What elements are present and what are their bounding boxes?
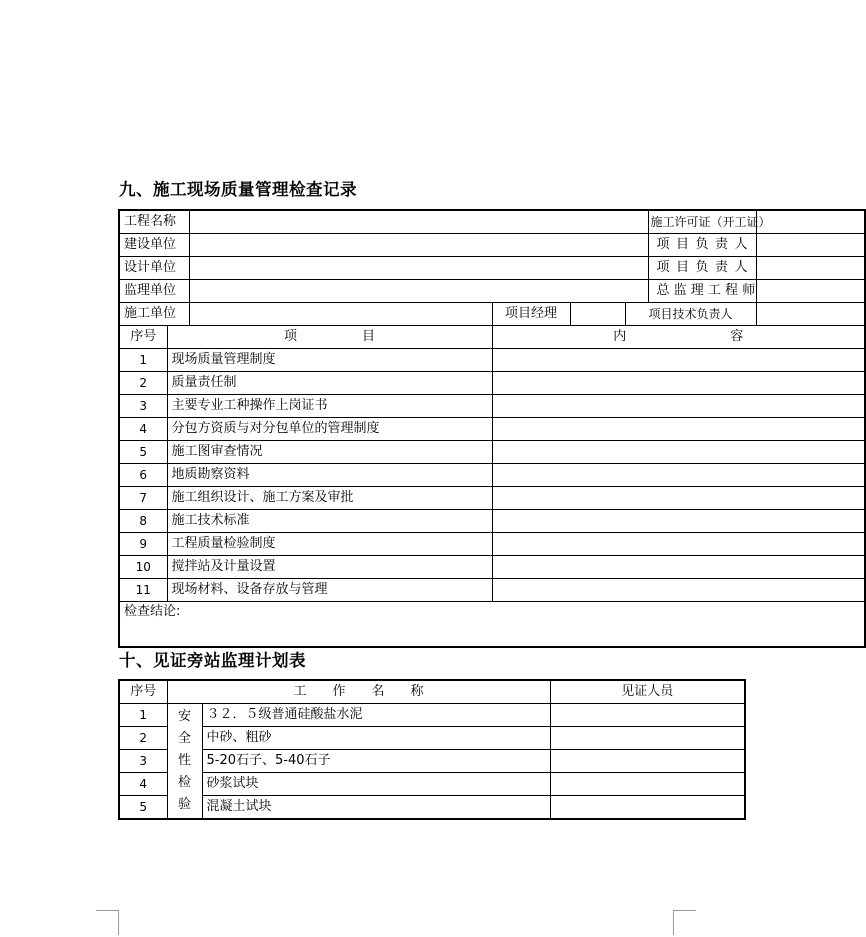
item-name: 施工图审查情况	[167, 441, 492, 464]
item-content[interactable]	[492, 579, 865, 602]
row-contractor	[119, 303, 865, 326]
inspection-conclusion[interactable]: 检查结论:	[119, 602, 865, 648]
label-designer: 设计单位	[119, 257, 189, 280]
value-supervisor[interactable]	[189, 280, 648, 303]
table-row	[119, 372, 865, 395]
table-row	[119, 796, 745, 820]
value-project-manager[interactable]	[570, 303, 625, 326]
item-no: 8	[119, 510, 167, 533]
section9-title: 九、施工现场质量管理检查记录	[119, 180, 357, 199]
item-no: 9	[119, 533, 167, 556]
table-row	[119, 441, 865, 464]
label-project-manager: 项目经理	[492, 303, 570, 326]
item-no: 5	[119, 441, 167, 464]
work-name: 5-20石子、5-40石子	[202, 750, 550, 773]
table-row	[119, 727, 745, 750]
category-char: 性	[177, 753, 191, 768]
item-no: 4	[119, 773, 167, 796]
row-designer	[119, 257, 865, 280]
item-no: 2	[119, 727, 167, 750]
item-name: 工程质量检验制度	[167, 533, 492, 556]
item-no: 3	[119, 395, 167, 418]
table-row	[119, 395, 865, 418]
category-char: 验	[177, 797, 191, 812]
table-row	[119, 533, 865, 556]
item-content[interactable]	[492, 372, 865, 395]
value-permit[interactable]	[756, 210, 865, 234]
value-tech-lead[interactable]	[756, 303, 865, 326]
row-owner	[119, 234, 865, 257]
work-name: 混凝土试块	[202, 796, 550, 820]
header-content: 内 容	[492, 326, 865, 349]
item-no: 4	[119, 418, 167, 441]
item-name: 地质勘察资料	[167, 464, 492, 487]
header-item: 项 目	[167, 326, 492, 349]
page-corner-mark-left	[96, 910, 119, 935]
label-chief-supervisor: 总 监 理 工 程 师	[648, 280, 756, 303]
quality-management-table	[118, 209, 866, 648]
table-row	[119, 418, 865, 441]
item-content[interactable]	[492, 487, 865, 510]
item-no: 11	[119, 579, 167, 602]
label-designer-lead: 项 目 负 责 人	[648, 257, 756, 280]
value-designer[interactable]	[189, 257, 648, 280]
item-name: 主要专业工种操作上岗证书	[167, 395, 492, 418]
item-content[interactable]	[492, 395, 865, 418]
witness-header-row	[119, 680, 745, 704]
value-designer-lead[interactable]	[756, 257, 865, 280]
table-row	[119, 464, 865, 487]
item-no: 1	[119, 704, 167, 727]
category-safety-inspection	[167, 704, 202, 820]
label-permit: 施工许可证（开工证）	[648, 210, 756, 234]
item-content[interactable]	[492, 533, 865, 556]
table-row	[119, 579, 865, 602]
section10-title: 十、见证旁站监理计划表	[119, 651, 306, 670]
label-supervisor: 监理单位	[119, 280, 189, 303]
category-char: 检	[177, 775, 191, 790]
item-content[interactable]	[492, 510, 865, 533]
label-project-name: 工程名称	[119, 210, 189, 234]
witness-value[interactable]	[550, 727, 745, 750]
value-project-name[interactable]	[189, 210, 648, 234]
item-content[interactable]	[492, 556, 865, 579]
category-char: 安	[177, 709, 191, 724]
item-no: 6	[119, 464, 167, 487]
item-content[interactable]	[492, 464, 865, 487]
table-row	[119, 349, 865, 372]
value-owner-lead[interactable]	[756, 234, 865, 257]
header-seq: 序号	[119, 326, 167, 349]
item-no: 7	[119, 487, 167, 510]
item-name: 施工组织设计、施工方案及审批	[167, 487, 492, 510]
item-no: 1	[119, 349, 167, 372]
header-witness: 见证人员	[550, 680, 745, 704]
work-name: ３２．５级普通硅酸盐水泥	[202, 704, 550, 727]
item-name: 现场质量管理制度	[167, 349, 492, 372]
item-no: 2	[119, 372, 167, 395]
label-owner: 建设单位	[119, 234, 189, 257]
value-owner[interactable]	[189, 234, 648, 257]
witness-value[interactable]	[550, 773, 745, 796]
item-content[interactable]	[492, 349, 865, 372]
witness-plan-table	[118, 679, 746, 820]
item-no: 3	[119, 750, 167, 773]
value-chief-supervisor[interactable]	[756, 280, 865, 303]
table-row	[119, 556, 865, 579]
witness-value[interactable]	[550, 704, 745, 727]
table-row	[119, 773, 745, 796]
work-name: 中砂、粗砂	[202, 727, 550, 750]
row-project-name	[119, 210, 865, 234]
label-tech-lead: 项目技术负责人	[625, 303, 756, 326]
witness-value[interactable]	[550, 796, 745, 820]
header-work: 工 作 名 称	[167, 680, 550, 704]
item-content[interactable]	[492, 418, 865, 441]
conclusion-row	[119, 602, 865, 648]
item-no: 10	[119, 556, 167, 579]
item-name: 分包方资质与对分包单位的管理制度	[167, 418, 492, 441]
category-char: 全	[177, 731, 191, 746]
table-row	[119, 510, 865, 533]
table-row	[119, 750, 745, 773]
header-seq: 序号	[119, 680, 167, 704]
witness-value[interactable]	[550, 750, 745, 773]
table-row	[119, 704, 745, 727]
row-supervisor	[119, 280, 865, 303]
work-name: 砂浆试块	[202, 773, 550, 796]
item-name: 现场材料、设备存放与管理	[167, 579, 492, 602]
label-owner-lead: 项 目 负 责 人	[648, 234, 756, 257]
item-name: 质量责任制	[167, 372, 492, 395]
item-content[interactable]	[492, 441, 865, 464]
items-header-row	[119, 326, 865, 349]
item-no: 5	[119, 796, 167, 820]
item-name: 施工技术标准	[167, 510, 492, 533]
page-corner-mark-right	[673, 910, 696, 935]
label-contractor: 施工单位	[119, 303, 189, 326]
item-name: 搅拌站及计量设置	[167, 556, 492, 579]
value-contractor[interactable]	[189, 303, 492, 326]
table-row	[119, 487, 865, 510]
